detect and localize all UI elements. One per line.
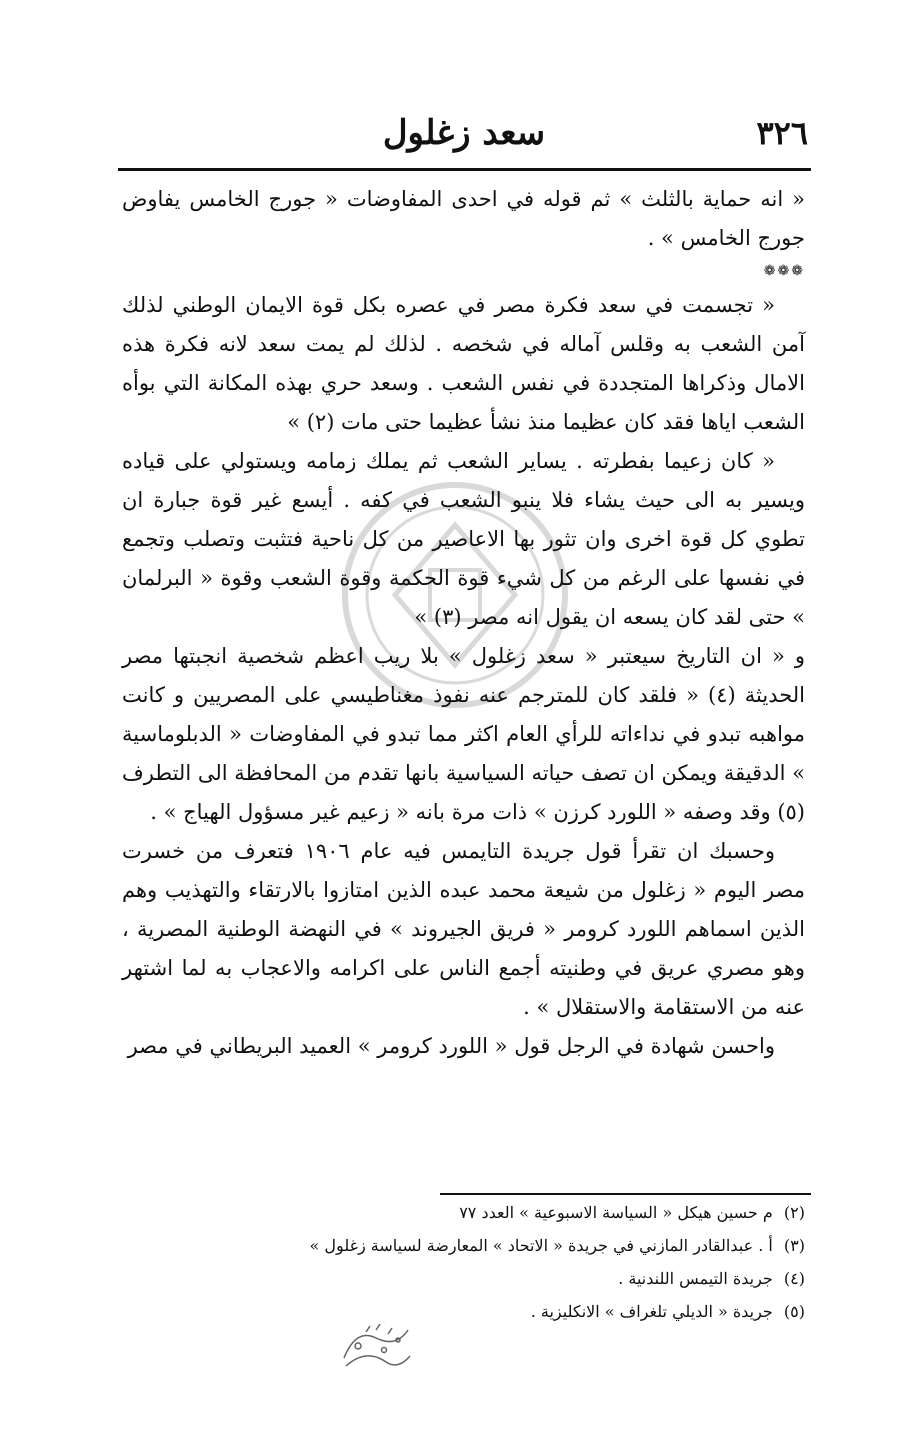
- paragraph-4: و « ان التاريخ سيعتبر « سعد زغلول » بلا ريب اعظم شخصية انجبتها مصر الحديثة (٤) « فلقد كان للمترجم عنه نفوذ مغناطيسي على المصريين و كانت مواهبه تبدو في نداءاته للرأي العام اكثر مما تبدو في المفاوضات « الدبلوماسية » الدقيقة ويمكن ان تصف حياته السياسية بانها تقدم من المحافظة الى التطرف (٥) وقد وصفه « اللورد كرزن » ذات مرة بانه « زعيم غير مسؤول الهياج » .: [122, 644, 806, 824]
- decorative-stamp-icon: [336, 1318, 416, 1376]
- footnote-number: (٥): [783, 1302, 805, 1321]
- header-rule: [118, 168, 811, 171]
- footnote-5: [180, 1295, 805, 1328]
- footnote-number: (٣): [783, 1236, 805, 1255]
- footnote-number: (٤): [783, 1269, 805, 1288]
- footnote-text: جريدة التيمس اللندنية .: [618, 1269, 773, 1288]
- footnote-text: أ . عبدالقادر المازني في جريدة « الاتحاد » المعارضة لسياسة زغلول »: [309, 1236, 773, 1255]
- paragraph-5: وحسبك ان تقرأ قول جريدة التايمس فيه عام ١٩٠٦ فتعرف من خسرت مصر اليوم « زغلول من شيعة محمد عبده الذين امتازوا بالارتقاء والتهذيب وهم الذين اسماهم اللورد كرومر « فريق الجيروند » في النهضة الوطنية المصرية ، وهو مصري عريق في وطنيته أجمع الناس على اكرامه والاعجاب به لما اشتهر عنه من الاستقامة والاستقلال » .: [122, 839, 805, 1019]
- paragraph-3: « كان زعيما بفطرته . يساير الشعب ثم يملك زمامه ويستولي على قياده ويسير به الى حيث يشاء فلا ينبو الشعب في كفه . أيسع غير قوة جبارة ان تطوي كل قوة اخرى وان تثور بها الاعاصير من كل ناحية فتثبت وتصلب وتجمع في نفسها على الرغم من كل شيء قوة الحكمة وقوة الشعب وقوة « البرلمان » حتى لقد كان يسعه ان يقول انه مصر (٣) »: [122, 449, 805, 629]
- footnote-text: م حسين هيكل « السياسة الاسبوعية » العدد ٧٧: [459, 1203, 773, 1222]
- footnote-text: جريدة « الديلي تلغراف » الانكليزية .: [530, 1302, 773, 1321]
- page-header: [120, 108, 808, 160]
- footnote-number: (٢): [783, 1203, 805, 1222]
- paragraph-6: واحسن شهادة في الرجل قول « اللورد كرومر » العميد البريطاني في مصر: [127, 1034, 775, 1058]
- footnote-4: [180, 1262, 805, 1295]
- footnote-rule: [440, 1193, 811, 1195]
- page-number: ٣٢٦: [756, 114, 808, 152]
- section-separator: ❁❁❁: [763, 263, 805, 279]
- footnotes: [180, 1196, 805, 1328]
- paragraph-2: « تجسمت في سعد فكرة مصر في عصره بكل قوة الايمان الوطني لذلك آمن الشعب به وقلس آماله في شخصه . لذلك لم يمت سعد لانه فكرة هذه الامال وذكراها المتجددة في نفس الشعب . وسعد حري بهذه المكانة التي بوأه الشعب اياها فقد كان عظيما منذ نشأ عظيما حتى مات (٢) »: [122, 293, 805, 434]
- footnote-3: [180, 1229, 805, 1262]
- running-title: سعد زغلول: [382, 113, 546, 153]
- paragraph-1: « انه حماية بالثلث » ثم قوله في احدى المفاوضات « جورج الخامس يفاوض جورج الخامس » .: [122, 187, 805, 250]
- body-text: [122, 180, 805, 1066]
- footnote-2: [180, 1196, 805, 1229]
